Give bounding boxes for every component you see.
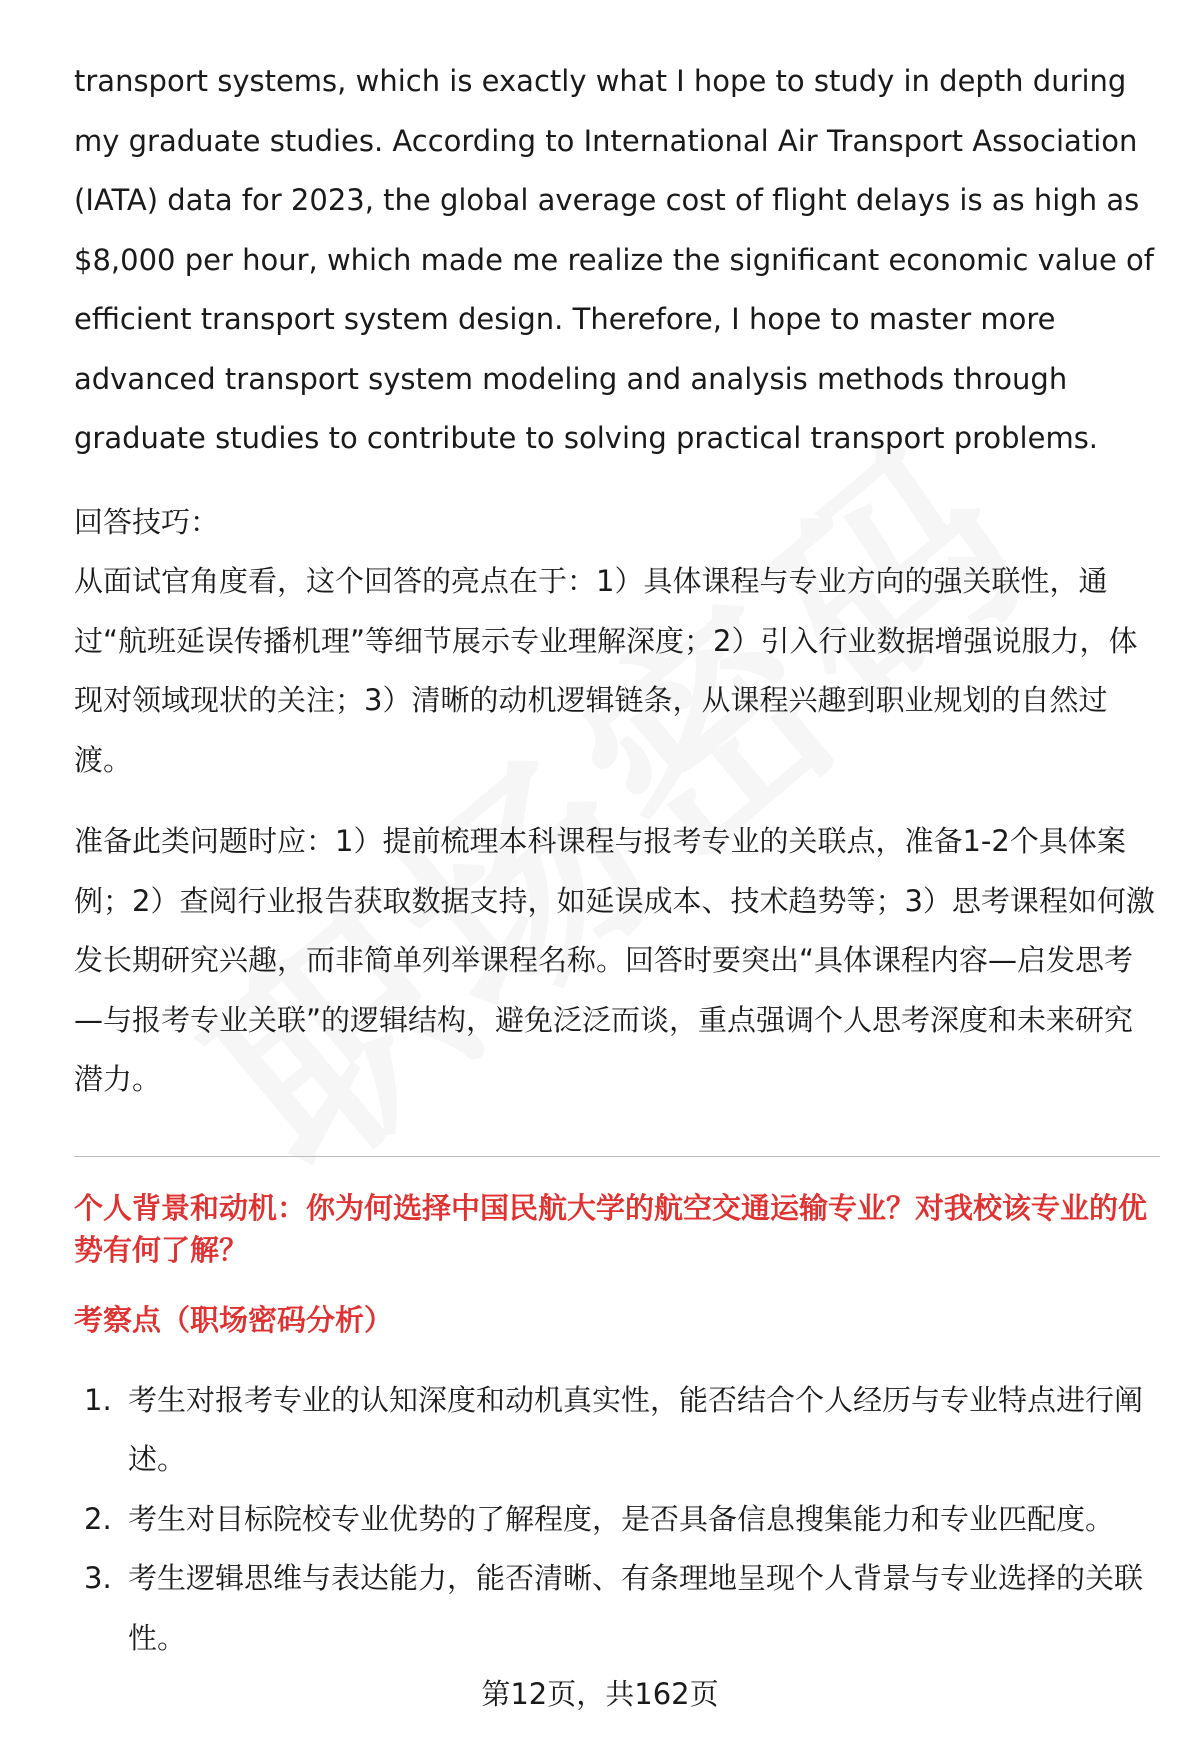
list-item bbox=[74, 1549, 1160, 1668]
list-item-text: 考生对报考专业的认知深度和动机真实性，能否结合个人经历与专业特点进行阐述。 bbox=[128, 1382, 1144, 1476]
list-item-text: 考生逻辑思维与表达能力，能否清晰、有条理地呈现个人背景与专业选择的关联性。 bbox=[128, 1561, 1144, 1655]
list-item-text: 考生对目标院校专业优势的了解程度，是否具备信息搜集能力和专业匹配度。 bbox=[128, 1501, 1115, 1536]
assessment-points-list bbox=[74, 1371, 1160, 1669]
question-title: 个人背景和动机：你为何选择中国民航大学的航空交通运输专业？对我校该专业的优势有何了解？ bbox=[74, 1190, 1148, 1267]
tips-paragraph-2: 准备此类问题时应：1）提前梳理本科课程与报考专业的关联点，准备1-2个具体案例；2）查阅行业报告获取数据支持，如延误成本、技术趋势等；3）思考课程如何激发长期研究兴趣，而非简单列举课程名称。回答时要突出“具体课程内容—启发思考—与报考专业关联”的逻辑结构，避免泛泛而谈，重点强调个人思考深度和未来研究潜力。 bbox=[74, 824, 1155, 1096]
assessment-heading: 考察点（职场密码分析） bbox=[74, 1302, 394, 1337]
section-divider bbox=[74, 1156, 1160, 1157]
list-item-number: 1. bbox=[84, 1382, 112, 1417]
intro-paragraph: transport systems, which is exactly what I hope to study in depth during my graduate studies. According to International Air Transport Association (IATA) data for 2023, the global average cost of flight delays is as high as $8,000 per hour, which made me realize the significant economic value of efficient transport system design. Therefore, I hope to master more advanced transport system modeling and analysis methods through graduate studies to contribute to solving practical transport problems. bbox=[74, 64, 1155, 455]
list-item-number: 2. bbox=[84, 1501, 112, 1536]
list-item bbox=[74, 1490, 1160, 1550]
list-item bbox=[74, 1371, 1160, 1490]
document-page bbox=[74, 52, 1160, 1668]
tips-paragraph-1: 从面试官角度看，这个回答的亮点在于：1）具体课程与专业方向的强关联性，通过“航班延误传播机理”等细节展示专业理解深度；2）引入行业数据增强说服力，体现对领域现状的关注；3）清晰的动机逻辑链条，从课程兴趣到职业规划的自然过渡。 bbox=[74, 564, 1138, 777]
tips-heading: 回答技巧： bbox=[74, 504, 220, 539]
list-item-number: 3. bbox=[84, 1561, 112, 1595]
page-number-footer: 第12页，共162页 bbox=[481, 1677, 719, 1711]
